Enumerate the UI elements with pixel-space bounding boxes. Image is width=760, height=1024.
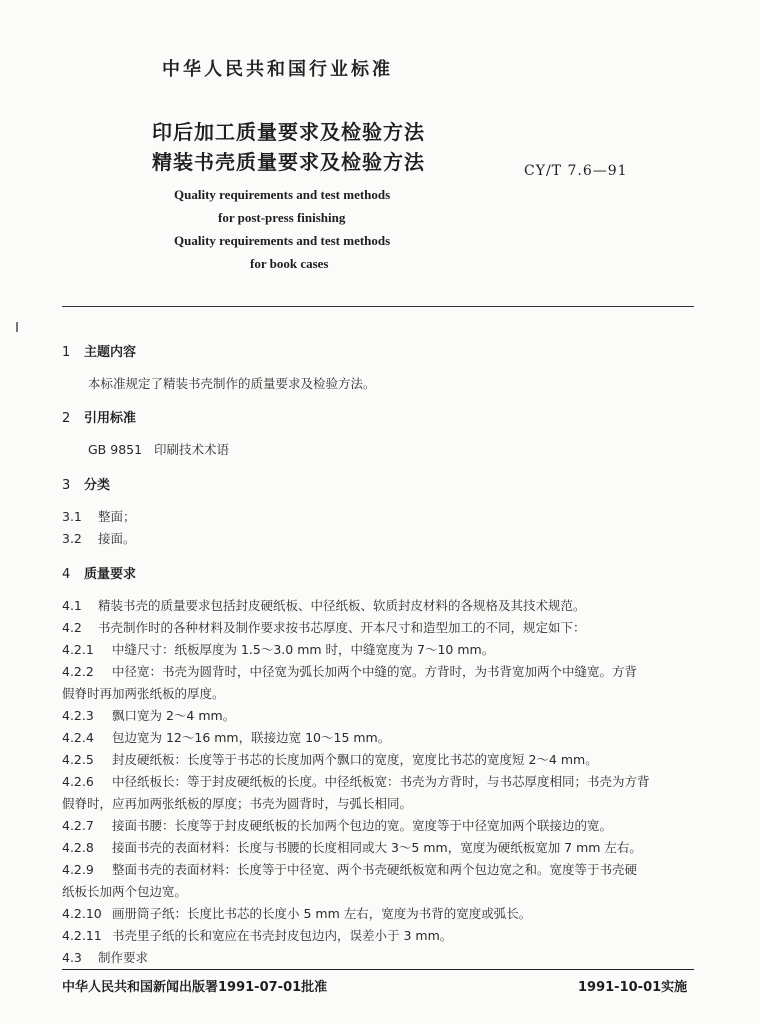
clause-4-2-9 — [62, 860, 637, 878]
clause-number: 4.2.6 — [62, 774, 94, 789]
footer-divider — [62, 969, 694, 970]
section-1-heading — [62, 341, 136, 360]
clause-text: 接面。 — [98, 531, 136, 546]
clause-text: 接面书腰：长度等于封皮硬纸板的长加两个包边的宽。宽度等于中径宽加两个联接边的宽。 — [112, 818, 613, 833]
clause-text: 精装书壳的质量要求包括封皮硬纸板、中径纸板、软质封皮材料的各规格及其技术规范。 — [98, 598, 586, 613]
clause-number: 4.2.10 — [62, 906, 102, 921]
clause-3-1 — [62, 507, 136, 525]
clause-number: 4.2.1 — [62, 642, 94, 657]
clause-text: 画册筒子纸：长度比书芯的长度小 5 mm 左右，宽度为书背的宽度或弧长。 — [112, 906, 532, 921]
clause-3-2 — [62, 529, 136, 547]
clause-number: 4.2.4 — [62, 730, 94, 745]
clause-4-2-8 — [62, 838, 642, 856]
standard-code: CY/T 7.6—91 — [524, 163, 628, 179]
clause-4-2-9-cont: 纸板长加两个包边宽。 — [62, 884, 188, 899]
header-divider — [62, 306, 694, 307]
section-title: 分类 — [84, 478, 111, 493]
approval-line: 中华人民共和国新闻出版署1991-07-01批准 — [62, 980, 328, 995]
clause-number: 4.2 — [62, 620, 82, 635]
clause-number: 4.2.8 — [62, 840, 94, 855]
title-en-line4: for book cases — [250, 256, 329, 271]
clause-4-2-6-cont: 假脊时，应再加两张纸板的厚度；书壳为圆背时，与弧长相同。 — [62, 796, 413, 811]
clause-number: 3.2 — [62, 531, 82, 546]
clause-text: 中径宽：书壳为圆背时，中径宽为弧长加两个中缝的宽。方背时，为书背宽加两个中缝宽。方背 — [112, 664, 638, 679]
section-number: 1 — [62, 345, 71, 360]
clause-4-2-3 — [62, 706, 235, 724]
clause-number: 4.2.2 — [62, 664, 94, 679]
title-en-line2: for post-press finishing — [218, 210, 346, 225]
clause-4-2-5 — [62, 750, 598, 768]
section-title: 质量要求 — [84, 567, 137, 582]
clause-text: 书壳制作时的各种材料及制作要求按书芯厚度、开本尺寸和造型加工的不同，规定如下： — [98, 620, 586, 635]
clause-4-3 — [62, 948, 148, 966]
clause-number: 4.2.5 — [62, 752, 94, 767]
title-zh-line1: 印后加工质量要求及检验方法 — [152, 120, 425, 144]
clause-4-2 — [62, 618, 586, 636]
clause-number: 4.2.3 — [62, 708, 94, 723]
clause-4-2-2 — [62, 662, 637, 680]
industry-standard-label: 中华人民共和国行业标准 — [162, 59, 393, 80]
clause-4-2-4 — [62, 728, 390, 746]
clause-number: 4.3 — [62, 950, 82, 965]
clause-number: 4.2.9 — [62, 862, 94, 877]
clause-text: 整面书壳的表面材料：长度等于中径宽、两个书壳硬纸板宽和两个包边宽之和。宽度等于书壳硬 — [112, 862, 638, 877]
section-2-text: GB 9851 印刷技术术语 — [88, 442, 229, 457]
clause-text: 包边宽为 12～16 mm，联接边宽 10～15 mm。 — [112, 730, 391, 745]
clause-4-2-11 — [62, 926, 452, 944]
clause-number: 4.2.11 — [62, 928, 102, 943]
clause-text: 书壳里子纸的长和宽应在书壳封皮包边内，误差小于 3 mm。 — [112, 928, 453, 943]
clause-text: 接面书壳的表面材料：长度与书腰的长度相同或大 3～5 mm，宽度为硬纸板宽加 7 mm 左右。 — [112, 840, 642, 855]
title-en-line1: Quality requirements and test methods — [174, 187, 391, 202]
clause-4-1 — [62, 596, 586, 614]
clause-text: 飘口宽为 2～4 mm。 — [112, 708, 236, 723]
section-number: 2 — [62, 411, 71, 426]
section-1-text: 本标准规定了精装书壳制作的质量要求及检验方法。 — [88, 376, 376, 391]
clause-text: 中缝尺寸：纸板厚度为 1.5～3.0 mm 时，中缝宽度为 7～10 mm。 — [112, 642, 495, 657]
section-4-heading — [62, 563, 136, 582]
title-en-line3: Quality requirements and test methods — [174, 233, 391, 248]
clause-text: 中径纸板长：等于封皮硬纸板的长度。中径纸板宽：书壳为方背时，与书芯厚度相同；书壳为方背 — [112, 774, 650, 789]
section-title: 引用标准 — [84, 411, 137, 426]
effective-date: 1991-10-01实施 — [578, 980, 688, 995]
clause-4-2-6 — [62, 772, 650, 790]
section-title: 主题内容 — [84, 345, 137, 360]
section-number: 4 — [62, 567, 71, 582]
clause-4-2-2-cont: 假脊时再加两张纸板的厚度。 — [62, 686, 225, 701]
title-zh-line2: 精装书壳质量要求及检验方法 — [152, 150, 425, 174]
clause-4-2-1 — [62, 640, 494, 658]
section-2-heading — [62, 407, 136, 426]
clause-number: 4.2.7 — [62, 818, 94, 833]
clause-number: 4.1 — [62, 598, 82, 613]
section-3-heading — [62, 474, 110, 493]
clause-text: 封皮硬纸板：长度等于书芯的长度加两个飘口的宽度，宽度比书芯的宽度短 2～4 mm。 — [112, 752, 598, 767]
clause-number: 3.1 — [62, 509, 82, 524]
clause-text: 制作要求 — [98, 950, 149, 965]
scan-mark — [16, 322, 18, 332]
section-number: 3 — [62, 478, 71, 493]
clause-4-2-7 — [62, 816, 612, 834]
clause-text: 整面； — [98, 509, 136, 524]
clause-4-2-10 — [62, 904, 531, 922]
